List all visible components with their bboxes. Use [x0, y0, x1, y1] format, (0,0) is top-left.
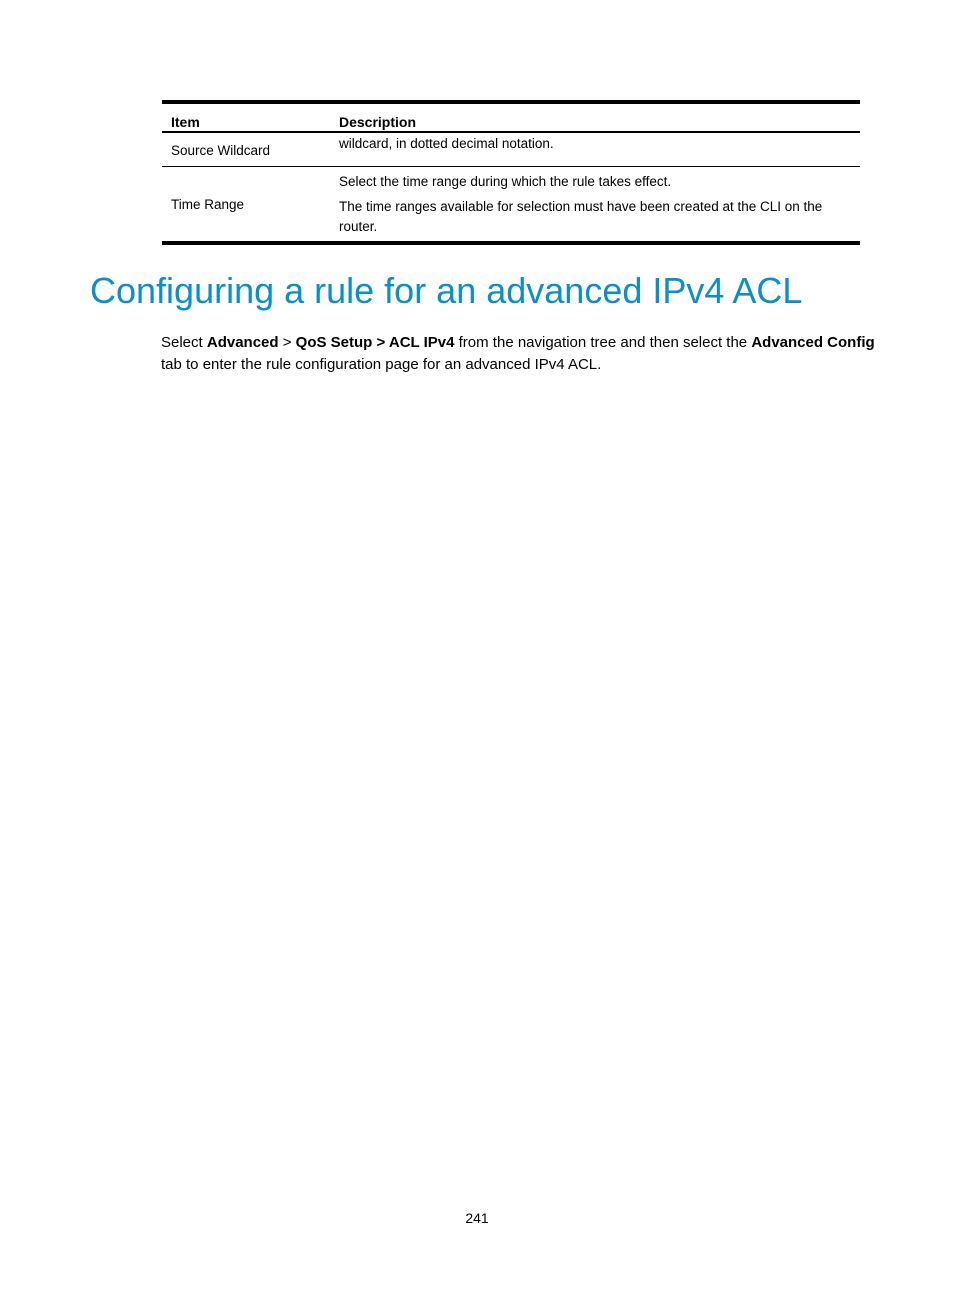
intro-line-1 — [161, 332, 875, 354]
intro-paragraph — [161, 332, 875, 376]
description-cell-time-range — [330, 167, 860, 244]
page-number: 241 — [465, 1210, 489, 1226]
description-cell-source-wildcard: wildcard, in dotted decimal notation. — [330, 132, 860, 167]
menu-path-qos-acl: QoS Setup > ACL IPv4 — [295, 334, 455, 351]
tab-name-advanced-config: Advanced Config — [751, 334, 875, 351]
column-header-item: Item — [162, 104, 330, 132]
table-row — [162, 167, 860, 244]
intro-text: > — [278, 334, 296, 351]
intro-line-2: tab to enter the rule configuration page for an advanced IPv4 ACL. — [161, 356, 602, 373]
menu-path-advanced: Advanced — [206, 334, 279, 351]
column-header-description: Description — [330, 104, 860, 132]
description-paragraph: The time ranges available for selection must have been created at the CLI on the router. — [339, 199, 823, 234]
section-heading: Configuring a rule for an advanced IPv4 ACL — [90, 270, 803, 311]
item-cell-source-wildcard: Source Wildcard — [162, 132, 330, 167]
table-header-row — [162, 104, 860, 132]
table-row — [162, 132, 860, 167]
item-cell-time-range: Time Range — [162, 167, 330, 244]
description-paragraph: Select the time range during which the rule takes effect. — [339, 174, 672, 189]
intro-text: Select — [161, 334, 207, 351]
intro-text: from the navigation tree and then select the — [454, 334, 752, 351]
description-table — [162, 100, 860, 245]
